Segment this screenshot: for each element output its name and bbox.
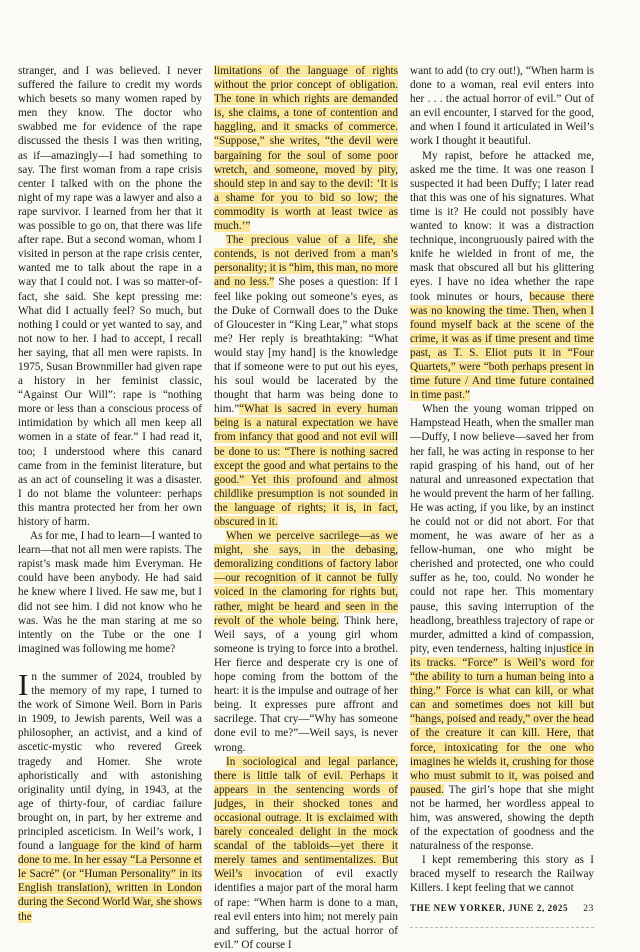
page-footer [410,903,594,914]
highlighted-text: because there was no knowing the time. Then, when I found myself back at the scene of the crime, it was as if time present and time past, as T. S. Eliot puts it in “Four Quartets,” were “both perhaps present in time future / And time future contained in time past.” [410,290,595,402]
paragraph-dropcap [18,666,203,924]
highlighted-text: limitations of the language of rights without the prior concept of obligation. The tone in which rights are demanded is, she claims, a tone of contention and haggling, and it smacks of commerce. “Suppose,” she writes, “the devil were bargaining for the soul of some poor wretch, and someone, moved by pity, should step in and say to the devil: ‘It is a shame for you to bid so low; the commodity is worth at least twice as much.’” [214,65,398,233]
paragraph-text: My rapist, before he attacked me, asked me the time. It was one reason I suspected it had been Duffy; I later read that this was one of his signatures. What time is it? He could not possibly have wanted to know: it was a distraction technique, incongruously paired with the knife he wielded in front of me, the mask that obscured all but his glittering eyes. I have no idea whether the rape took minutes or hours, [410,149,594,303]
paragraph-text: tion of evil exactly identifies a major part of the moral harm of rape: “When harm is done to a man, real evil enters into him; not merely pain and suffering, but the actual horror of evil.” Of course I [214,868,398,951]
paragraph [410,149,594,403]
highlighted-text: guage for the kind of harm done to me. In her essay “La Personne et le Sacré” (or “Human Personality” in its English translation), written in London during the Second World War, she shows the [18,840,203,923]
highlighted-text: tice in its tracks. “Force” is Weil’s word for “the ability to turn a human being into a thing.” Force is what can kill, or what can and sometimes does not kill but “hangs, poised and ready,” over the head of the creature it can kill. Here, that force, intoxicating for the one who imagines he wields it, crushing for those who must submit to it, was poised and paused. [410,642,594,796]
paragraph: I kept remembering this story as I braced myself to research the Railway Killers. I kept feeling that we cannot [410,854,594,895]
paragraph-text: n the summer of 2024, troubled by the memory of my rape, I turned to the work of Simone Weil. Born in Paris in 1909, to Jewish parents, Weil was a philosopher, an activist, and a kind of ascetic-mystic who revered Greek tragedy and Homer. She wrote aphoristically and with astonishing originality until dying, in 1943, at the age of thirty-four, of cardiac failure brought on, in part, by her extreme and principled asceticism. In Weil’s work, I found a lan [18,670,202,853]
article-column-2 [214,64,398,952]
highlighted-text: When we perceive sacrilege—as we might, she says, in the debasing, demoralizing conditions of factory labor—our recognition of it cannot be fully voiced in the clamoring for rights but, rather, might be heard and seen in the revolt of the whole being. [214,530,398,627]
paragraph [214,64,398,233]
paragraph [214,233,398,529]
highlighted-text: The precious value of a life, she contends, is not derived from a man’s personality; it is “him, this man, no more and no less.” [214,234,398,289]
paragraph: want to add (to cry out!), “When harm is done to a woman, real evil enters into her . . . the actual horror of evil.” Out of an evil encounter, I starved for the good, and when I found it articulated in Weil’s work I thought it beautiful. [410,65,594,148]
paragraph [214,755,398,952]
paragraph-text: She poses a question: If I feel like poking out someone’s eyes, as the Duke of Cornwall does to the Duke of Gloucester in “King Lear,” what stops me? Her reply is breathtaking: “What would stay [my hand] is the knowledge that if someone were to put out his eyes, his soul would be lacerated by the thought that harm was being done to him.” [214,276,398,416]
article-column-1 [18,64,202,924]
masthead-folio: THE NEW YORKER, JUNE 2, 2025 [410,903,569,913]
paragraph-text: The girl’s hope that she might not be harmed, her wordless appeal to him, was answered, showing the depth of the expectation of goodness and the naturalness of the response. [410,783,594,853]
paragraph-text: Think here, Weil says, of a young girl whom someone is trying to force into a brothel. Her fierce and desperate cry is one of hope coming from the bottom of the heart: it is the impulse and outrage of her being. It expresses pure affront and sacrilege. That cry—“Why has someone done evil to me?”—Weil says, is never wrong. [214,614,399,754]
paragraph-text: When the young woman tripped on Hampstead Heath, when the smaller man—Duffy, I now believe—saved her from her fall, he was acting in response to her rapid grasping of his hand, out of her natural and unreasoned expectation that he would prevent the harm of her falling. He was acting, if you like, by an instinct he could not or did not abort. For that moment, he was aware of her as a fellow-human, one who might be cherished and protected, one who could suffer as he, too, could. No wonder he could not rape her. This momentary pause, this saving interruption of the headlong, breathless trajectory of rape or murder, admitted a kind of compassion, pity, even tenderness, halting injus [410,403,594,655]
paragraph [214,529,398,755]
page-number: 23 [583,904,594,914]
drop-cap: I [18,666,29,702]
highlighted-text: In sociological and legal parlance, there is little talk of evil. Perhaps it appears in the sentencing words of judges, in their shocked tones and occasional outrage. It is exclaimed with barely concealed delight in the mock scandal of the tabloids—yet there it merely tames and sentimentalizes. But Weil’s invoca [214,755,398,881]
paragraph: stranger, and I was believed. I never suffered the failure to credit my words which besets so many women raped by men they know. The doctor who swabbed me for evidence of the rape discussed the thesis I was then writing, as if—amazingly—I had something to say. The first woman from a rape crisis center I talked with on the phone the night of my rape was a lawyer and also a rape survivor. I learned from her that it was possible to go on, that there was life after rape. But a second woman, whom I visited in person at the rape crisis center, wanted me to talk about the rape in a way that I could not. I was so matter-of-fact, she said. She kept pressing me: What did I actually feel? So much, but nothing I could or yet wanted to say, and not now to her. I had to accept, I recall her saying, that all men were rapists. In 1975, Susan Brownmiller had given rape a history in her feminist classic, “Against Our Will”: rape is “nothing more or less than a conscious process of intimidation by which all men keep all women in a state of fear.” I had read it, too; I understood where this canard came from in the feminist literature, but as an act of counseling it was a disaster. I do not blame the volunteer: perhaps this mantra protected her from her own history of harm. [18,65,202,528]
highlighted-text: “What is sacred in every human being is a natural expectation we have from infancy that good and not evil will be done to us: “There is nothing sacred except the good and what pertains to the good.” Yet this profound and almost childlike presumption is not sounded in the language of rights; it is, in fact, obscured in it. [214,403,398,528]
footer-divider [410,927,594,928]
paragraph [410,402,594,853]
paragraph: As for me, I had to learn—I wanted to learn—that not all men were rapists. The rapist’s mask made him Everyman. He could have been anybody. He had said he knew where I lived. He saw me, but I did not see him. I did not know who he was. Was he the man staring at me so intently on the Tube or the one I imagined was following me home? [18,530,202,655]
article-column-3 [410,64,594,896]
